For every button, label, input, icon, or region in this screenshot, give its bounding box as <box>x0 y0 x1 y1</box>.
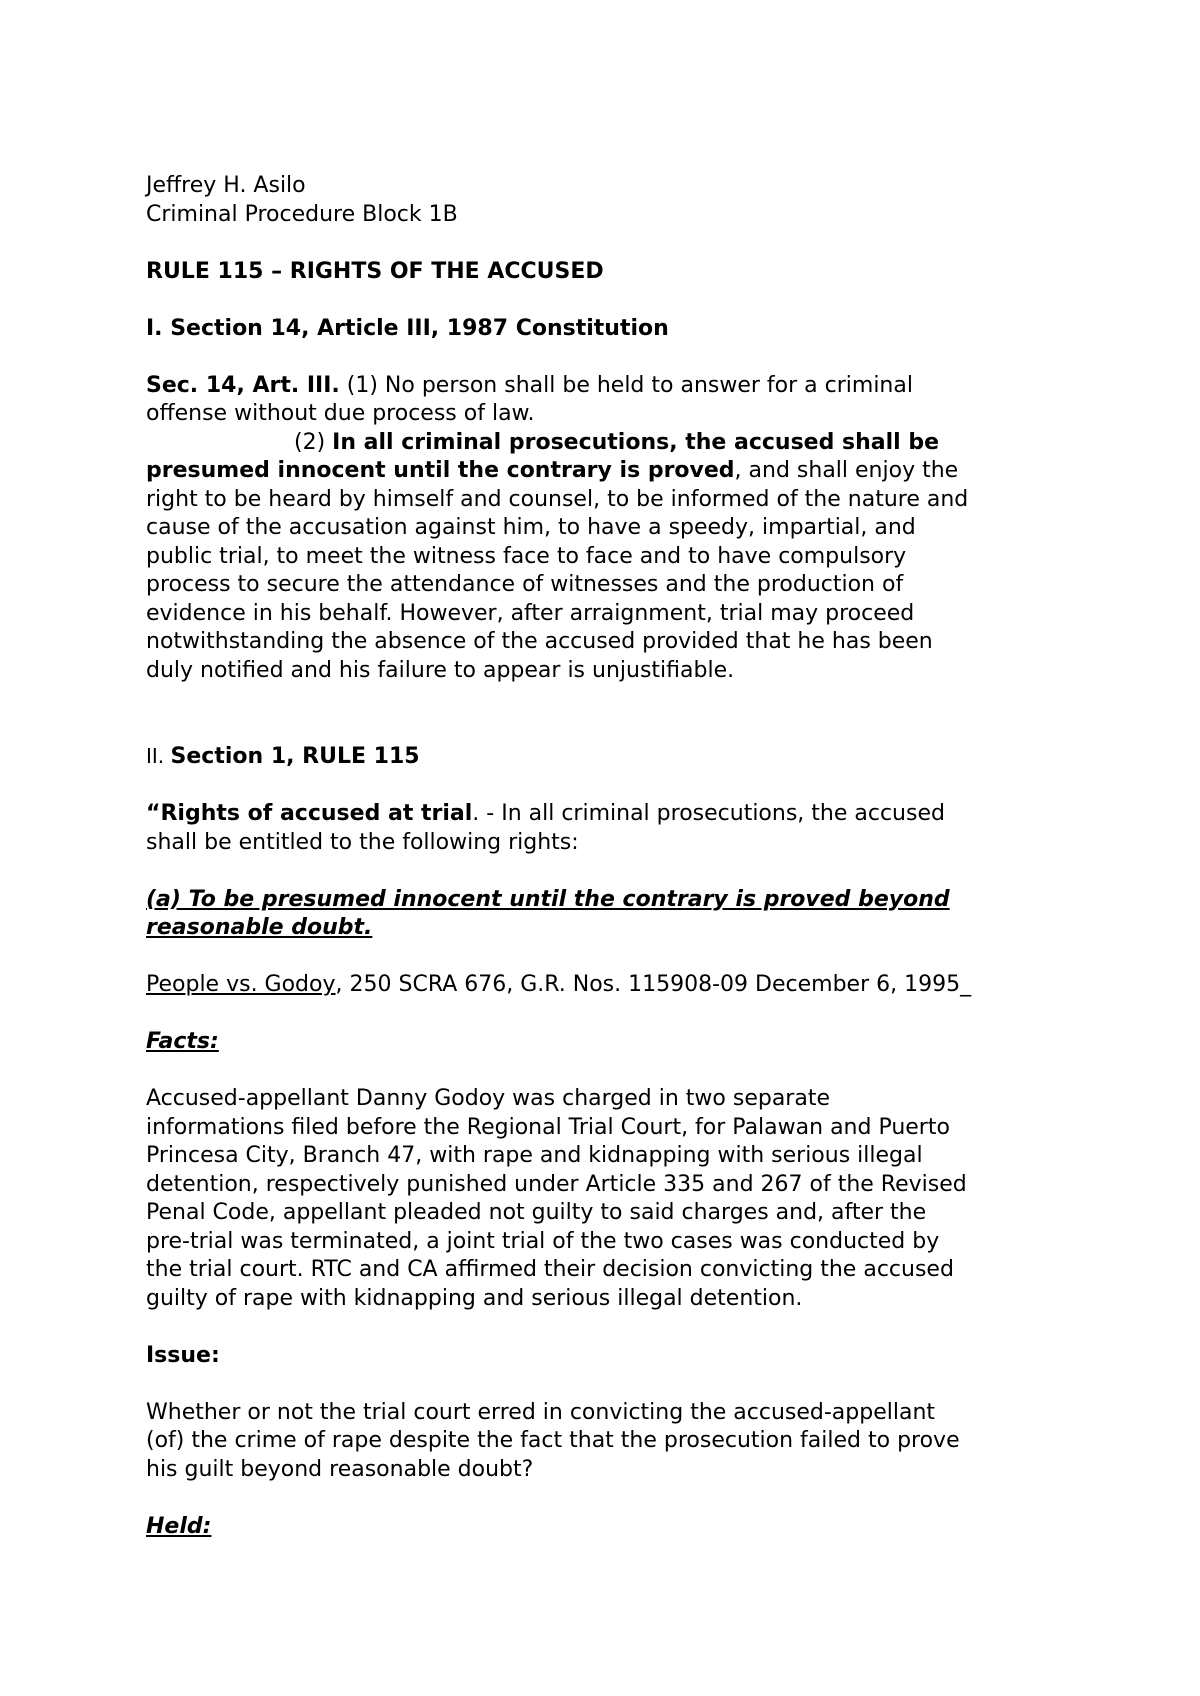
section-lead: Sec. 14, Art. III. <box>146 372 340 398</box>
facts-line: informations filed before the Regional Trial Court, for Palawan and Puerto <box>146 1114 950 1140</box>
section-1-heading: I. Section 14, Article III, 1987 Constitution <box>146 315 669 341</box>
paragraph-2-bold-a: In all criminal prosecutions, the accused shall be <box>332 429 940 455</box>
constitution-paragraph-2 <box>146 429 1076 458</box>
document-page <box>146 172 1076 1541</box>
paragraph-2-line-2 <box>146 457 1076 486</box>
paragraph-2-bold-b: presumed innocent until the contrary is proved <box>146 458 735 483</box>
held-label: Held: <box>146 1513 212 1539</box>
paragraph-2-number: (2) <box>294 429 333 455</box>
paragraph-2-line: cause of the accusation against him, to have a speedy, impartial, and <box>146 515 916 540</box>
paragraph-2-line: public trial, to meet the witness face to face and to have compulsory <box>146 543 907 569</box>
paragraph-2-rest-b: , and shall enjoy the <box>734 458 959 483</box>
case-name: People vs. Godoy <box>146 972 336 997</box>
right-a-line-2: reasonable doubt. <box>146 915 373 940</box>
section-2-numeral: II. <box>146 744 171 768</box>
facts-line: Princesa City, Branch 47, with rape and kidnapping with serious illegal <box>146 1143 923 1168</box>
issue-line: (of) the crime of rape despite the fact that the prosecution failed to prove <box>146 1428 960 1453</box>
paragraph-2-line: right to be heard by himself and counsel, to be informed of the nature and <box>146 486 969 512</box>
facts-line: guilty of rape with kidnapping and serious illegal detention. <box>146 1285 803 1311</box>
document-title: RULE 115 – RIGHTS OF THE ACCUSED <box>146 258 604 284</box>
author-name: Jeffrey H. Asilo <box>146 173 306 198</box>
issue-line: Whether or not the trial court erred in convicting the accused-appellant <box>146 1399 936 1425</box>
constitution-paragraph-1 <box>146 372 1076 401</box>
section-2-title: Section 1, RULE 115 <box>170 744 420 769</box>
section-2-heading <box>146 742 1076 772</box>
paragraph-2-line: notwithstanding the absence of the accused provided that he has been <box>146 629 933 654</box>
rights-lead: “Rights of accused at trial <box>146 801 473 826</box>
right-a-line-1: (a) To be presumed innocent until the contrary is proved beyond <box>146 886 950 912</box>
facts-line: pre-trial was terminated, a joint trial of the two cases was conducted by <box>146 1228 940 1254</box>
facts-line: the trial court. RTC and CA affirmed their decision convicting the accused <box>146 1257 954 1282</box>
facts-line: detention, respectively punished under Article 335 and 267 of the Revised <box>146 1171 967 1197</box>
facts-line: Penal Code, appellant pleaded not guilty to said charges and, after the <box>146 1200 927 1225</box>
paragraph-1-line-2: offense without due process of law. <box>146 401 535 426</box>
paragraph-2-line: process to secure the attendance of witnesses and the production of <box>146 572 904 597</box>
issue-label: Issue: <box>146 1342 220 1368</box>
case-citation-text: , 250 SCRA 676, G.R. Nos. 115908-09 December 6, 1995 <box>335 972 961 997</box>
case-citation <box>146 971 1076 1000</box>
facts-label: Facts: <box>146 1029 219 1054</box>
issue-line: his guilt beyond reasonable doubt? <box>146 1456 534 1482</box>
case-citation-trailing: _ <box>960 972 972 997</box>
paragraph-1-text: (1) No person shall be held to answer for a criminal <box>339 372 913 398</box>
facts-line: Accused-appellant Danny Godoy was charged in two separate <box>146 1086 830 1111</box>
paragraph-2-line: duly notified and his failure to appear is unjustifiable. <box>146 657 735 683</box>
rights-rest: . - In all criminal prosecutions, the accused <box>472 801 945 826</box>
rights-intro <box>146 800 1076 829</box>
course-name: Criminal Procedure Block 1B <box>146 201 458 227</box>
paragraph-2-line: evidence in his behalf. However, after arraignment, trial may proceed <box>146 600 915 626</box>
rights-intro-line-2: shall be entitled to the following rights: <box>146 829 579 855</box>
